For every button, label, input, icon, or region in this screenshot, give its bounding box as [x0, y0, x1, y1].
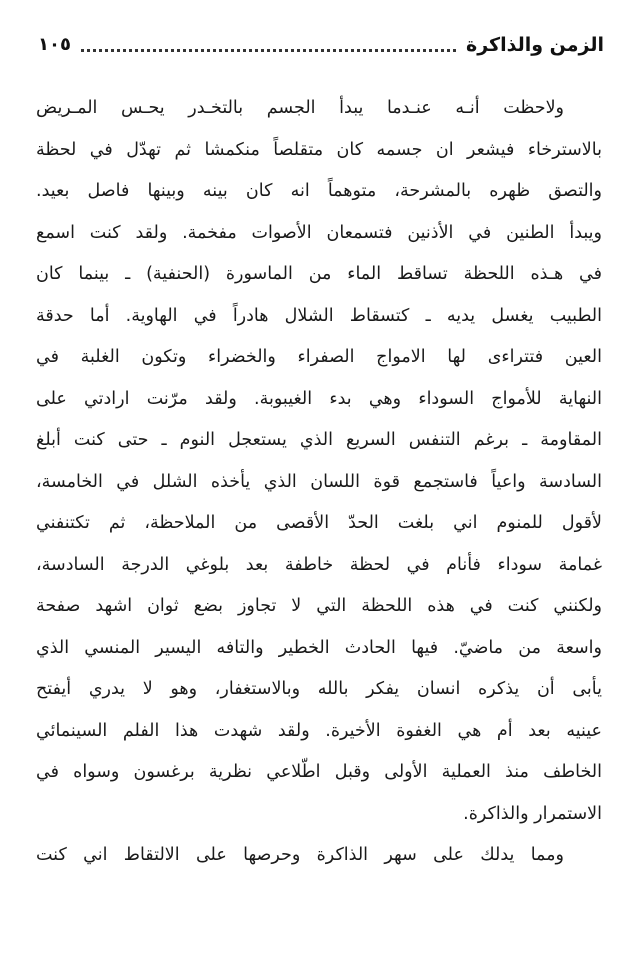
text-line: في هـذه اللحظة تساقط الماء من الماسورة (الحنفية) ـ بينما كان [36, 264, 602, 284]
text-line: الطبيب يغسل يديه ـ كتسقاط الشلال هادراً في الهاوية. أما حدقة [36, 305, 602, 326]
text-line: العين فتتراءى لها الامواج الصفراء والخضراء وتكون الغلبة في [36, 347, 602, 367]
text-line: لأقول للمنوم اني بلغت الحدّ الأقصى من الملاحظة، ثم تكتنفني [36, 513, 602, 533]
text-line: ومما يدلك على سهر الذاكرة وحرصها على الالتقاط اني كنت [36, 845, 564, 865]
text-line: غمامة سوداء فأنام في لحظة خاطفة بعد بلوغي الدرجة السادسة، [36, 554, 602, 575]
text-line: واسعة من ماضيّ. فيها الحادث الخطير والتافه اليسير المنسي الذي [36, 637, 602, 658]
text-line: السادسة واعياً فاستجمع قوة اللسان الذي يأخذه الشلل في الخامسة، [36, 471, 602, 492]
text-line: المقاومة ـ برغم التنفس السريع الذي يستعجل النوم ـ حتى كنت أبلغ [36, 430, 602, 450]
text-line: عينيه بعد أم هي الغفوة الأخيرة. ولقد شهدت هذا الفلم السينمائي [36, 720, 602, 741]
dot-leader [81, 47, 456, 52]
text-line: النهاية للأمواج السوداء وهي بدء الغيبوبة. ولقد مرّنت ارادتي على [36, 388, 602, 409]
text-line: والتصق ظهره بالمشرحة، متوهماً انه كان بينه وبينها فاصل بعيد. [36, 181, 602, 201]
text-line: يأبى أن يذكره انسان يفكر بالله وبالاستغفار، وهو لا يدري أيفتح [36, 679, 602, 699]
text-line: ويبدأ الطنين في الأذنين فتسمعان الأصوات مفخمة. ولقد كنت اسمع [36, 222, 602, 243]
text-line: الخاطف منذ العملية الأولى وقبل اطّلاعي نظرية برغسون وسواه في [36, 762, 602, 782]
text-line: ولكنني كنت في هذه اللحظة التي لا تجاوز بضع ثوان اشهد صفحة [36, 596, 602, 616]
text-line: بالاسترخاء فيشعر ان جسمه كان متقلصاً منكمشا ثم تهدّل في لحظة [36, 139, 602, 160]
running-header [38, 30, 604, 60]
text-line: ولاحظت أنـه عنـدما يبدأ الجسم بالتخـدر يحـس المـريض [36, 98, 564, 118]
page-number: ١٠٥ [38, 34, 71, 55]
body-text [36, 88, 602, 877]
text-line: الاستمرار والذاكرة. [463, 803, 602, 824]
running-title: الزمن والذاكرة [466, 34, 604, 56]
